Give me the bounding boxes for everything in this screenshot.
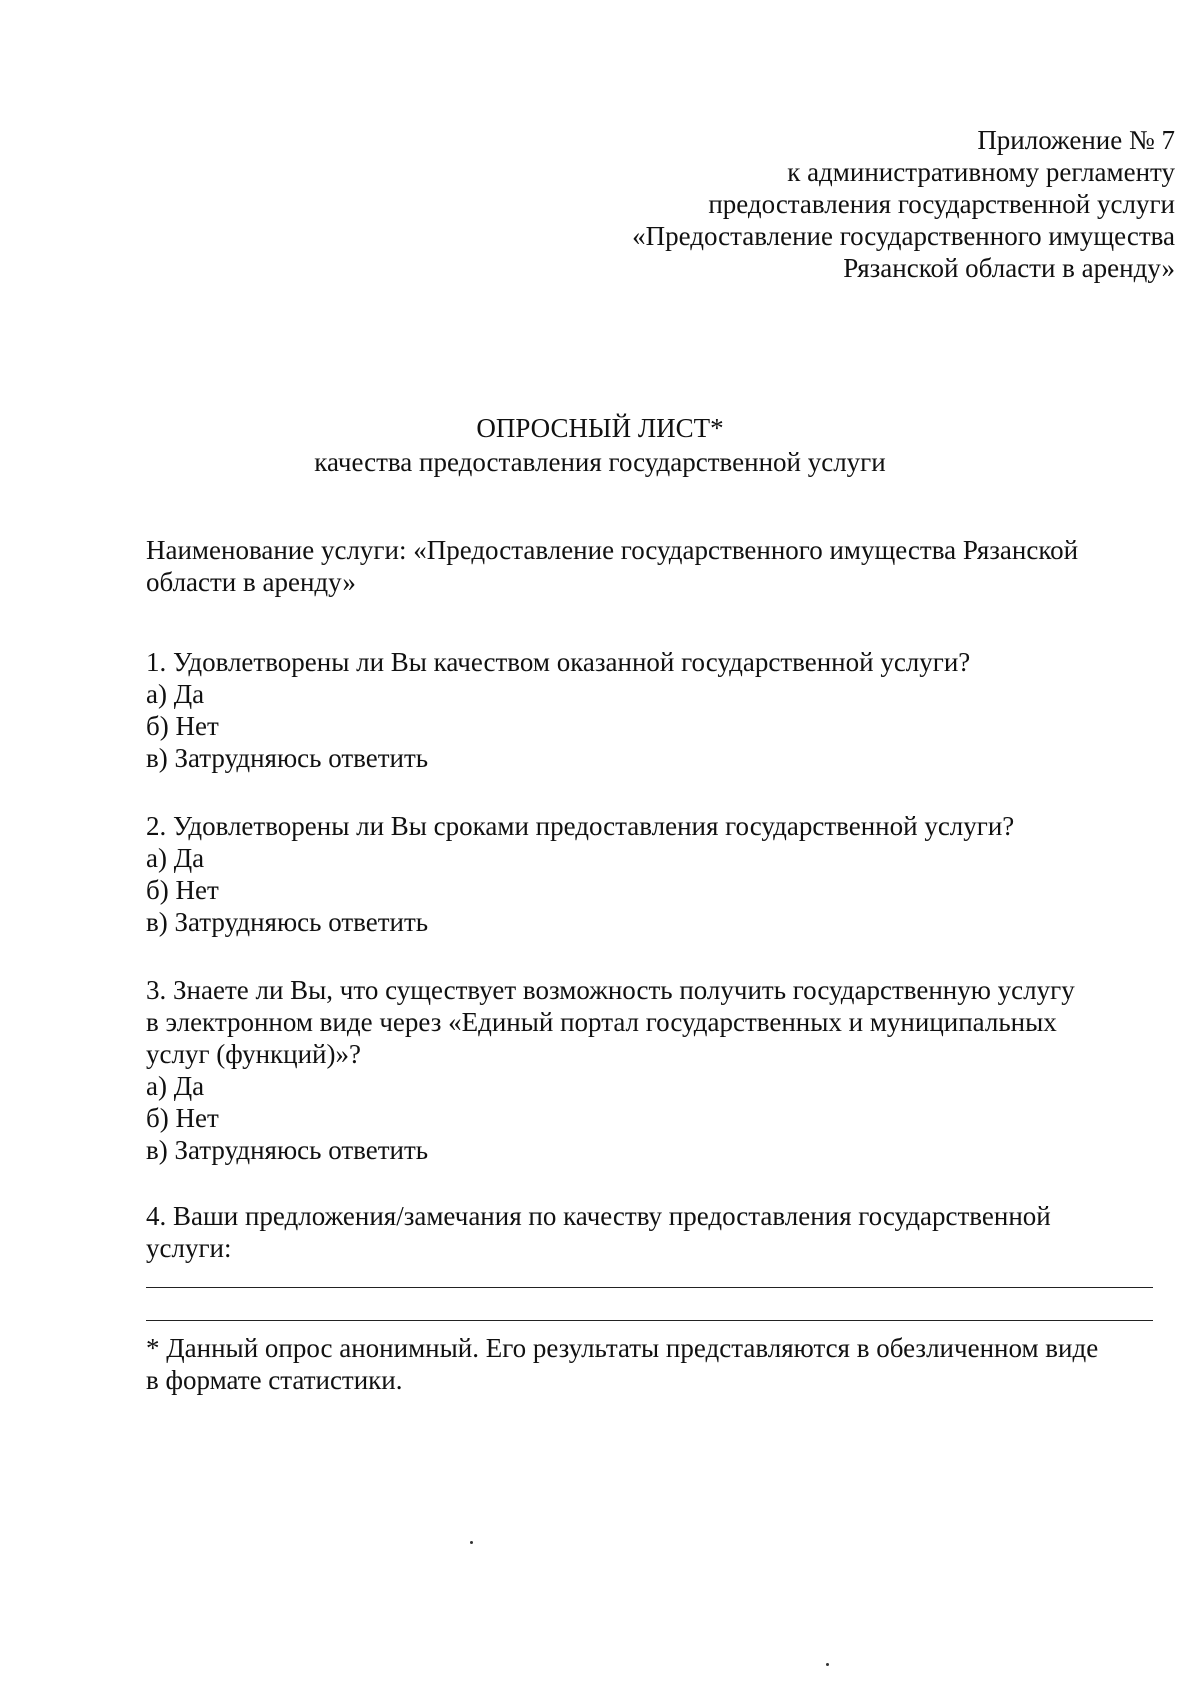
page-subtitle: качества предоставления государственной услуги xyxy=(314,447,886,477)
question-3-text-line-1: 3. Знаете ли Вы, что существует возможность получить государственную услугу xyxy=(146,975,1075,1005)
service-name-line-1: Наименование услуги: «Предоставление государственного имущества Рязанской xyxy=(146,535,1079,565)
footnote-line-1: * Данный опрос анонимный. Его результаты представляются в обезличенном виде xyxy=(146,1333,1099,1363)
question-2-option-a: а) Да xyxy=(146,843,205,873)
question-1-option-c: в) Затрудняюсь ответить xyxy=(146,743,429,773)
question-3-option-b: б) Нет xyxy=(146,1103,219,1133)
question-2-option-c: в) Затрудняюсь ответить xyxy=(146,907,429,937)
question-2-text: 2. Удовлетворены ли Вы сроками предоставления государственной услуги? xyxy=(146,811,1015,841)
question-2-option-b: б) Нет xyxy=(146,875,219,905)
page-title: ОПРОСНЫЙ ЛИСТ* xyxy=(476,413,724,443)
service-name-line-2: области в аренду» xyxy=(146,567,356,597)
question-1-text: 1. Удовлетворены ли Вы качеством оказанной государственной услуги? xyxy=(146,647,971,677)
question-1-option-b: б) Нет xyxy=(146,711,219,741)
footnote-line-2: в формате статистики. xyxy=(146,1365,403,1395)
question-1-option-a: а) Да xyxy=(146,679,205,709)
appendix-line-2: к административному регламенту xyxy=(787,157,1175,187)
question-3-option-c: в) Затрудняюсь ответить xyxy=(146,1135,429,1165)
appendix-line-4: «Предоставление государственного имущества xyxy=(632,221,1175,251)
question-3-text-line-3: услуг (функций)»? xyxy=(146,1039,361,1069)
appendix-number: Приложение № 7 xyxy=(977,125,1175,155)
question-4-text-line-2: услуги: xyxy=(146,1233,232,1263)
appendix-line-5: Рязанской области в аренду» xyxy=(843,253,1175,283)
scan-speck xyxy=(826,1663,829,1666)
scan-speck xyxy=(470,1541,473,1544)
answer-line xyxy=(146,1287,1153,1288)
question-3-option-a: а) Да xyxy=(146,1071,205,1101)
appendix-line-3: предоставления государственной услуги xyxy=(708,189,1175,219)
footnote-separator xyxy=(146,1320,1153,1321)
question-4-text-line-1: 4. Ваши предложения/замечания по качеству предоставления государственной xyxy=(146,1201,1051,1231)
question-3-text-line-2: в электронном виде через «Единый портал государственных и муниципальных xyxy=(146,1007,1057,1037)
